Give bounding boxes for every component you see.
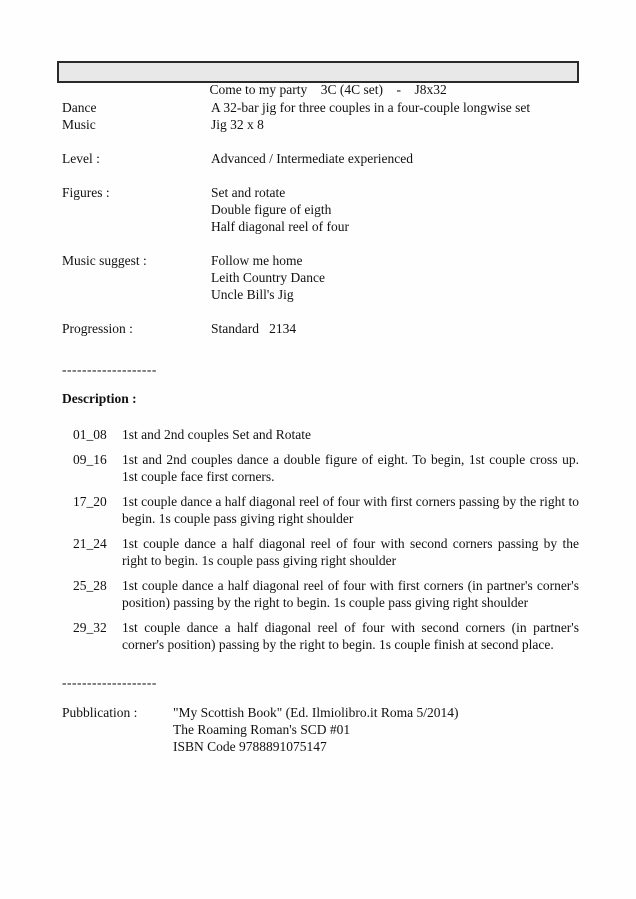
title-bar: [57, 61, 579, 97]
level-label: Level :: [62, 151, 100, 166]
bars-instruction: 1st and 2nd couples dance a double figure of eight. To begin, 1st couple cross up. 1st couple face first corners.: [122, 452, 579, 484]
publication-book: "My Scottish Book" (Ed. Ilmiolibro.it Roma 5/2014): [173, 705, 459, 720]
separator-line-1: -------------------: [62, 362, 157, 377]
info-row-music: [57, 116, 579, 133]
publication-details: [173, 704, 579, 755]
bars-instruction: 1st and 2nd couples Set and Rotate: [122, 427, 311, 442]
bars-range: 21_24: [73, 536, 107, 551]
dance-title: Come to my party 3C (4C set) - J8x32: [209, 82, 447, 97]
progression-value: Standard 2134: [211, 321, 297, 336]
publication-series: The Roaming Roman's SCD #01: [173, 722, 351, 737]
bars-instruction: 1st couple dance a half diagonal reel of four with first corners (in partner's corner's position) passing by the right to begin. 1s couple pass giving right shoulder: [122, 578, 579, 610]
dance-value: A 32-bar jig for three couples in a four-couple longwise set: [211, 100, 531, 115]
music-suggest-label: Music suggest :: [62, 253, 147, 268]
music-label: Music: [62, 117, 96, 132]
description-item: [57, 619, 579, 653]
bars-range: 17_20: [73, 494, 107, 509]
separator-line-2: -------------------: [62, 675, 157, 690]
info-row-music-suggest: [57, 252, 579, 303]
description-item: [57, 451, 579, 485]
tune-item: Follow me home: [211, 253, 303, 268]
description-item: [57, 577, 579, 611]
bars-instruction: 1st couple dance a half diagonal reel of four with second corners (in partner's corner's position) passing by the right to begin. 1s couple finish at second place.: [122, 620, 579, 652]
music-value: Jig 32 x 8: [211, 117, 264, 132]
progression-label: Progression :: [62, 321, 133, 336]
dance-label: Dance: [62, 100, 97, 115]
description-item: [57, 493, 579, 527]
description-heading: Description :: [62, 391, 137, 406]
figure-item: Double figure of eigth: [211, 202, 332, 217]
description-item: [57, 535, 579, 569]
tune-item: Uncle Bill's Jig: [211, 287, 294, 302]
bars-range: 09_16: [73, 452, 107, 467]
description-item: [57, 426, 579, 443]
figures-values: [211, 184, 579, 235]
bars-range: 29_32: [73, 620, 107, 635]
figure-item: Half diagonal reel of four: [211, 219, 349, 234]
level-value: Advanced / Intermediate experienced: [211, 151, 414, 166]
bars-range: 25_28: [73, 578, 107, 593]
info-section: [57, 99, 579, 337]
info-row-level: [57, 150, 579, 167]
bars-instruction: 1st couple dance a half diagonal reel of four with second corners passing by the right to begin. 1s couple pass giving right shoulder: [122, 536, 579, 568]
bars-instruction: 1st couple dance a half diagonal reel of four with first corners passing by the right to begin. 1s couple pass giving right shoulder: [122, 494, 579, 526]
figure-item: Set and rotate: [211, 185, 286, 200]
info-row-figures: [57, 184, 579, 235]
publication-label: Pubblication :: [62, 705, 138, 720]
description-list: [57, 426, 579, 653]
publication-isbn: ISBN Code 9788891075147: [173, 739, 327, 754]
bars-range: 01_08: [73, 427, 107, 442]
figures-label: Figures :: [62, 185, 110, 200]
info-row-progression: [57, 320, 579, 337]
music-suggest-values: [211, 252, 579, 303]
tune-item: Leith Country Dance: [211, 270, 325, 285]
info-row-dance: [57, 99, 579, 116]
publication-section: [57, 704, 579, 755]
